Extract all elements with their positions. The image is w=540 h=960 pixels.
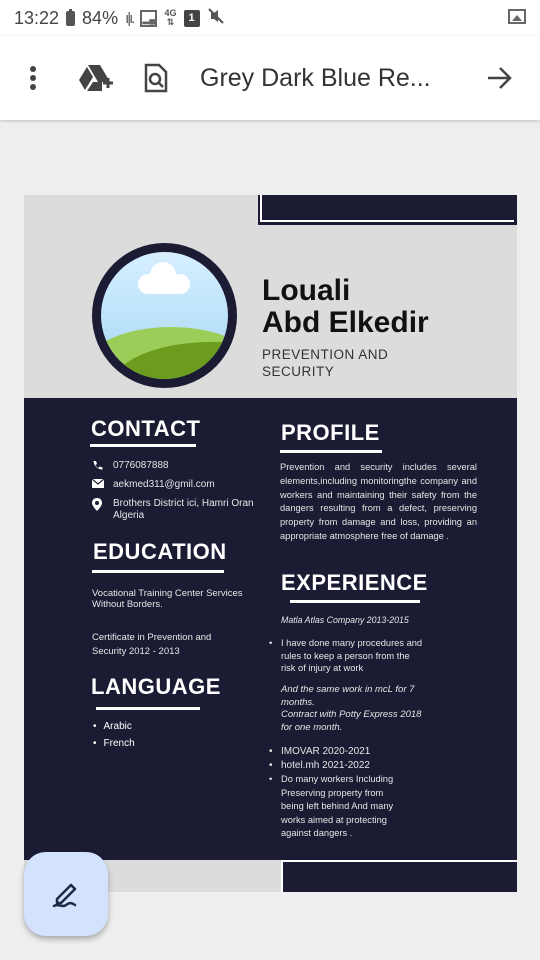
contact-address: Brothers District ici, Hamri Oran Algeria — [92, 498, 254, 522]
status-bar — [0, 0, 540, 36]
toolbar — [0, 36, 540, 120]
contact-email: aekmed311@gmil.com — [92, 479, 215, 491]
name-last: Abd Elkedir — [262, 306, 429, 339]
add-to-drive-button[interactable] — [66, 48, 126, 108]
education-item-1: Vocational Training Center Services Without Borders. — [92, 588, 243, 610]
experience-note: And the same work in mcL for 7 months. Contract with Potty Express 2018 for one month. — [281, 684, 422, 733]
find-in-page-button[interactable] — [126, 48, 186, 108]
signal-box-icon: ▂▄ — [140, 10, 157, 27]
profile-photo — [92, 243, 237, 388]
open-document-button[interactable] — [460, 48, 540, 108]
bottom-decorative-frame — [281, 860, 517, 892]
language-item: • French — [93, 735, 135, 752]
experience-item: • IMOVAR 2020-2021 — [269, 745, 393, 759]
language-heading: LANGUAGE — [91, 674, 221, 699]
status-time: 13:22 — [14, 7, 60, 28]
document-title: Grey Dark Blue Re... — [200, 63, 431, 92]
top-decorative-bar — [258, 195, 517, 225]
signal-icon: ı|ı. — [125, 9, 134, 27]
sim-icon: 1 — [184, 10, 200, 27]
experience-company: Matla Atlas Company 2013-2015 — [281, 615, 409, 625]
arrow-forward-icon — [486, 65, 514, 91]
contact-heading: CONTACT — [91, 416, 201, 441]
location-pin-icon — [92, 498, 113, 514]
language-list — [93, 718, 135, 752]
experience-heading: EXPERIENCE — [281, 570, 428, 595]
education-item-2: Certificate in Prevention and Security 2012 - 2013 — [92, 632, 212, 657]
battery-icon — [66, 11, 75, 26]
find-in-page-icon — [143, 63, 169, 93]
resume-page[interactable] — [24, 195, 517, 892]
annotate-pen-icon — [51, 879, 81, 909]
network-4g-icon: 4G ⇅ — [164, 8, 177, 27]
contact-underline — [90, 444, 196, 447]
phone-icon — [92, 460, 113, 474]
education-heading: EDUCATION — [93, 539, 227, 564]
experience-item: • I have done many procedures and rules to keep a person from the risk of injury at work — [269, 637, 422, 675]
profile-underline — [280, 450, 382, 453]
contact-phone: 0776087888 — [92, 460, 169, 474]
experience-item: • Do many workers Including Preserving property from being left behind And many works aimed at protecting against dangers . — [269, 773, 393, 841]
experience-underline — [290, 600, 420, 603]
name-first: Louali — [262, 274, 351, 307]
education-underline — [92, 570, 224, 573]
profile-heading: PROFILE — [281, 420, 380, 445]
language-item: • Arabic — [93, 718, 135, 735]
mute-icon — [207, 7, 225, 30]
experience-item: • hotel.mh 2021-2022 — [269, 759, 393, 773]
experience-list-1 — [269, 637, 422, 675]
language-underline — [96, 707, 200, 710]
mail-icon — [92, 479, 113, 491]
more-options-button[interactable] — [0, 48, 66, 108]
job-title: PREVENTION AND SECURITY — [262, 347, 389, 379]
battery-level: 84% — [82, 7, 119, 28]
annotate-button[interactable] — [24, 852, 108, 936]
experience-list-2 — [269, 745, 393, 841]
more-vert-icon — [29, 65, 37, 91]
landscape-placeholder-icon — [101, 252, 228, 379]
gallery-icon — [508, 9, 526, 24]
profile-text: Prevention and security includes several elements,including monitoringthe company and workers and maintaining their safety from the dangers resulting from a defect, preserving property from damage and loss, providing an appropriate atmosphere free of damage . — [280, 462, 477, 541]
add-to-drive-icon — [78, 63, 114, 93]
name-block — [262, 275, 429, 380]
